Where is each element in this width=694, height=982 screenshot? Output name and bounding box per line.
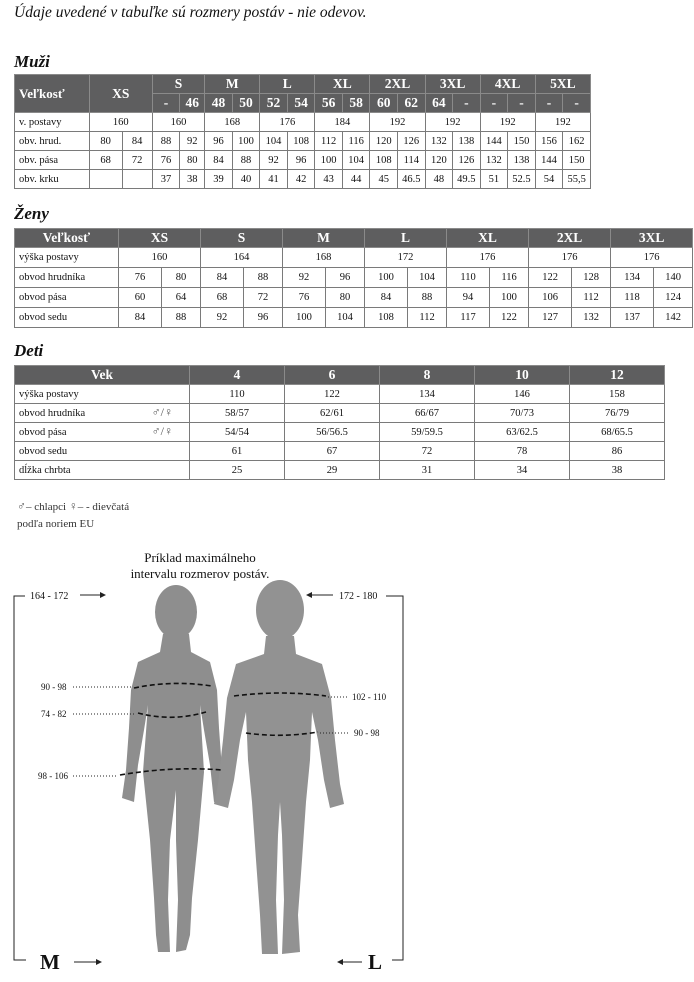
- men-size-header: 2XL: [370, 75, 425, 94]
- women-size-header: L: [365, 229, 447, 248]
- boy-icon: ♂: [151, 424, 161, 438]
- women-row-value: 122: [490, 308, 529, 328]
- men-row-value: 37: [152, 170, 180, 189]
- men-row-value: 100: [315, 151, 343, 170]
- women-height-value: 172: [365, 248, 447, 268]
- women-row-value: 76: [283, 288, 326, 308]
- men-size-number: 64: [425, 94, 453, 113]
- men-size-number: 60: [370, 94, 398, 113]
- m-bracket: [14, 596, 26, 960]
- women-row-value: 106: [529, 288, 572, 308]
- men-row-value: 76: [152, 151, 180, 170]
- table-row: [15, 308, 693, 328]
- women-row-value: 112: [408, 308, 447, 328]
- men-row-value: 100: [232, 132, 260, 151]
- kids-age-header: 8: [380, 366, 475, 385]
- gender-slash: /: [160, 424, 164, 438]
- men-size-number: 54: [287, 94, 315, 113]
- table-row: [15, 132, 591, 151]
- kids-row-value: 67: [285, 442, 380, 461]
- women-size-label: Veľkosť: [15, 229, 119, 248]
- women-row-value: 134: [611, 268, 654, 288]
- women-row-value: 108: [365, 308, 408, 328]
- men-row-value: 43: [315, 170, 343, 189]
- kids-row-label: obvod sedu: [19, 445, 68, 457]
- men-row-value: 162: [563, 132, 591, 151]
- figure-title-line2: intervalu rozmerov postáv.: [130, 566, 270, 581]
- kids-row-value: 146: [475, 385, 570, 404]
- men-row-value: 114: [397, 151, 425, 170]
- men-row-value: 96: [287, 151, 315, 170]
- women-row-value: 112: [572, 288, 611, 308]
- kids-row-label: obvod hrudníka: [19, 407, 86, 419]
- men-row-value: 144: [535, 151, 563, 170]
- women-row-value: 132: [572, 308, 611, 328]
- kids-age-header: 4: [190, 366, 285, 385]
- l-waist-range: 90 - 98: [354, 728, 380, 738]
- men-row-value: 112: [315, 132, 343, 151]
- men-row-value: 96: [205, 132, 233, 151]
- men-row-value: 80: [89, 132, 122, 151]
- men-size-header: XS: [89, 75, 152, 113]
- kids-row-value: 78: [475, 442, 570, 461]
- women-size-header: 2XL: [529, 229, 611, 248]
- m-hips-range: 98 - 106: [38, 771, 68, 781]
- men-row-value: 92: [180, 132, 205, 151]
- kids-age-header: 6: [285, 366, 380, 385]
- women-row-value: 116: [490, 268, 529, 288]
- women-size-header: S: [201, 229, 283, 248]
- men-row-value: 156: [535, 132, 563, 151]
- girl-icon: ♀: [164, 424, 173, 438]
- men-row-value: 38: [180, 170, 205, 189]
- women-height-value: 160: [119, 248, 201, 268]
- women-row-value: 60: [119, 288, 162, 308]
- men-row-value: 126: [397, 132, 425, 151]
- men-height-value: 160: [152, 113, 204, 132]
- men-row-value: 108: [370, 151, 398, 170]
- men-size-number: 50: [232, 94, 260, 113]
- men-row-value: 84: [122, 132, 152, 151]
- men-row-value: 68: [89, 151, 122, 170]
- m-waist-range: 74 - 82: [41, 709, 67, 719]
- kids-row-label-cell: [15, 385, 190, 404]
- women-row-value: 80: [326, 288, 365, 308]
- men-row-value: 41: [260, 170, 288, 189]
- men-row-value: 150: [563, 151, 591, 170]
- kids-age-header: 10: [475, 366, 570, 385]
- kids-row-value: 54/54: [190, 423, 285, 442]
- men-size-header: 5XL: [535, 75, 590, 94]
- kids-row-value: 68/65.5: [570, 423, 665, 442]
- men-height-row: [15, 113, 591, 132]
- women-row-value: 104: [326, 308, 365, 328]
- women-row-value: 80: [162, 268, 201, 288]
- women-row-value: 84: [201, 268, 244, 288]
- men-row-value: [122, 170, 152, 189]
- kids-row-value: 31: [380, 461, 475, 480]
- men-height-value: 192: [370, 113, 425, 132]
- men-row-value: 144: [480, 132, 508, 151]
- men-size-number: 56: [315, 94, 343, 113]
- men-row-value: 120: [425, 151, 453, 170]
- men-size-header: XL: [315, 75, 370, 94]
- men-row-label: obv. krku: [15, 170, 90, 189]
- legend-girls: – - dievčatá: [77, 501, 130, 513]
- girl-icon: ♀: [164, 405, 173, 419]
- kids-row-value: 134: [380, 385, 475, 404]
- women-row-value: 118: [611, 288, 654, 308]
- kids-row-value: 38: [570, 461, 665, 480]
- m-height-range: 164 - 172: [30, 591, 69, 602]
- women-height-label: výška postavy: [15, 248, 119, 268]
- kids-row-value: 70/73: [475, 404, 570, 423]
- men-row-value: 108: [287, 132, 315, 151]
- kids-age-label: Vek: [15, 366, 190, 385]
- women-row-value: 88: [408, 288, 447, 308]
- men-height-value: 176: [260, 113, 315, 132]
- l-label: L: [368, 950, 383, 974]
- women-height-row: [15, 248, 693, 268]
- women-row-value: 124: [654, 288, 693, 308]
- kids-size-table: [14, 365, 665, 480]
- women-size-header: XL: [447, 229, 529, 248]
- gender-slash: /: [160, 405, 164, 419]
- men-row-value: 104: [260, 132, 288, 151]
- men-row-value: 46.5: [397, 170, 425, 189]
- men-size-header: M: [205, 75, 260, 94]
- men-row-value: 84: [205, 151, 233, 170]
- men-row-value: 88: [152, 132, 180, 151]
- men-row-value: 116: [342, 132, 370, 151]
- kids-row-value: 25: [190, 461, 285, 480]
- men-row-value: 40: [232, 170, 260, 189]
- kids-header-row: [15, 366, 665, 385]
- men-size-number: 58: [342, 94, 370, 113]
- women-row-value: 128: [572, 268, 611, 288]
- women-row-value: 117: [447, 308, 490, 328]
- men-row-value: 55,5: [563, 170, 591, 189]
- men-row-value: 138: [508, 151, 536, 170]
- men-size-number: 46: [180, 94, 205, 113]
- women-row-value: 96: [244, 308, 283, 328]
- kids-row-value: 72: [380, 442, 475, 461]
- men-height-value: 192: [425, 113, 480, 132]
- men-size-header: 3XL: [425, 75, 480, 94]
- men-row-label: obv. pása: [15, 151, 90, 170]
- men-size-number: -: [508, 94, 536, 113]
- men-row-value: 126: [453, 151, 481, 170]
- women-row-value: 84: [119, 308, 162, 328]
- men-size-header: 4XL: [480, 75, 535, 94]
- table-row: [15, 442, 665, 461]
- gender-icons: [152, 424, 173, 439]
- kids-row-label: výška postavy: [19, 388, 79, 400]
- men-size-number: 62: [397, 94, 425, 113]
- women-size-header: M: [283, 229, 365, 248]
- girl-icon: ♀: [68, 499, 78, 513]
- table-row: [15, 423, 665, 442]
- men-row-value: 150: [508, 132, 536, 151]
- women-row-value: 64: [162, 288, 201, 308]
- women-row-label: obvod pása: [15, 288, 119, 308]
- kids-row-value: 86: [570, 442, 665, 461]
- women-row-value: 96: [326, 268, 365, 288]
- kids-section-title: Deti: [14, 341, 44, 360]
- l-chest-range: 102 - 110: [352, 692, 387, 702]
- men-size-number: -: [453, 94, 481, 113]
- m-label: M: [40, 950, 60, 974]
- women-row-label: obvod sedu: [15, 308, 119, 328]
- women-row-value: 92: [201, 308, 244, 328]
- women-height-value: 164: [201, 248, 283, 268]
- men-row-value: 72: [122, 151, 152, 170]
- intro-text: Údaje uvedené v tabuľke sú rozmery postáv - nie odevov.: [14, 4, 367, 21]
- men-row-value: 42: [287, 170, 315, 189]
- women-section-title: Ženy: [14, 204, 49, 223]
- kids-row-value: 29: [285, 461, 380, 480]
- men-section-title: Muži: [14, 52, 50, 71]
- kids-row-value: 122: [285, 385, 380, 404]
- kids-row-value: 63/62.5: [475, 423, 570, 442]
- women-row-label: obvod hrudníka: [15, 268, 119, 288]
- men-row-value: 48: [425, 170, 453, 189]
- men-row-value: 120: [370, 132, 398, 151]
- women-row-value: 104: [408, 268, 447, 288]
- kids-row-value: 59/59.5: [380, 423, 475, 442]
- women-row-value: 68: [201, 288, 244, 308]
- men-size-number: -: [535, 94, 563, 113]
- women-row-value: 122: [529, 268, 572, 288]
- men-row-value: 92: [260, 151, 288, 170]
- men-size-label: Veľkosť: [15, 75, 90, 113]
- men-row-value: 45: [370, 170, 398, 189]
- l-bracket: [386, 596, 403, 960]
- boy-icon: ♂: [17, 499, 26, 513]
- table-row: [15, 288, 693, 308]
- men-row-value: 80: [180, 151, 205, 170]
- kids-row-value: 158: [570, 385, 665, 404]
- table-row: [15, 461, 665, 480]
- kids-row-value: 34: [475, 461, 570, 480]
- men-size-header: L: [260, 75, 315, 94]
- kids-age-header: 12: [570, 366, 665, 385]
- kids-row-value: 62/61: [285, 404, 380, 423]
- legend-boys: – chlapci: [26, 501, 67, 513]
- women-row-value: 137: [611, 308, 654, 328]
- women-row-value: 140: [654, 268, 693, 288]
- men-row-value: 51: [480, 170, 508, 189]
- women-height-value: 176: [611, 248, 693, 268]
- table-row: [15, 151, 591, 170]
- men-height-value: 192: [480, 113, 535, 132]
- legend-note: podľa noriem EU: [17, 518, 95, 530]
- women-row-value: 88: [244, 268, 283, 288]
- l-height-arrowhead: [306, 592, 312, 598]
- m-chest-range: 90 - 98: [41, 682, 67, 692]
- kids-row-value: 110: [190, 385, 285, 404]
- men-row-value: 132: [425, 132, 453, 151]
- women-row-value: 100: [365, 268, 408, 288]
- kids-row-label-cell: [15, 442, 190, 461]
- women-size-header: XS: [119, 229, 201, 248]
- men-row-value: 132: [480, 151, 508, 170]
- women-height-value: 176: [447, 248, 529, 268]
- kids-row-label: dĺžka chrbta: [19, 464, 71, 476]
- men-size-table: [14, 74, 591, 189]
- women-row-value: 110: [447, 268, 490, 288]
- legend: [17, 498, 129, 533]
- women-header-row: [15, 229, 693, 248]
- men-size-number: 48: [205, 94, 233, 113]
- men-header-row: [15, 75, 591, 94]
- kids-row-value: 66/67: [380, 404, 475, 423]
- men-height-value: 168: [205, 113, 260, 132]
- men-row-value: [89, 170, 122, 189]
- l-height-range: 172 - 180: [339, 591, 378, 602]
- men-row-value: 54: [535, 170, 563, 189]
- body-measurement-figure: [0, 540, 694, 982]
- kids-row-label: obvod pása: [19, 426, 67, 438]
- figure-title-line1: Príklad maximálneho: [144, 550, 256, 565]
- men-row-value: 52.5: [508, 170, 536, 189]
- boy-icon: ♂: [151, 405, 161, 419]
- table-row: [15, 170, 591, 189]
- l-label-arrowhead: [337, 959, 343, 965]
- gender-icons: [152, 405, 173, 420]
- m-height-arrowhead: [100, 592, 106, 598]
- m-label-arrowhead: [96, 959, 102, 965]
- kids-row-value: 56/56.5: [285, 423, 380, 442]
- men-size-number: -: [563, 94, 591, 113]
- men-row-value: 88: [232, 151, 260, 170]
- kids-row-label-cell: [15, 461, 190, 480]
- men-row-value: 44: [342, 170, 370, 189]
- women-size-header: 3XL: [611, 229, 693, 248]
- men-height-value: 184: [315, 113, 370, 132]
- women-row-value: 84: [365, 288, 408, 308]
- women-row-value: 92: [283, 268, 326, 288]
- men-row-value: 49.5: [453, 170, 481, 189]
- women-row-value: 100: [490, 288, 529, 308]
- women-row-value: 94: [447, 288, 490, 308]
- men-row-value: 138: [453, 132, 481, 151]
- male-silhouette: [214, 580, 344, 954]
- table-row: [15, 268, 693, 288]
- kids-row-label-cell: [15, 423, 190, 442]
- men-row-value: 104: [342, 151, 370, 170]
- kids-row-value: 58/57: [190, 404, 285, 423]
- women-row-value: 100: [283, 308, 326, 328]
- women-height-value: 176: [529, 248, 611, 268]
- women-row-value: 142: [654, 308, 693, 328]
- men-height-value: 192: [535, 113, 590, 132]
- men-row-value: 39: [205, 170, 233, 189]
- men-size-header: S: [152, 75, 204, 94]
- men-height-value: 160: [89, 113, 152, 132]
- women-row-value: 72: [244, 288, 283, 308]
- men-size-number: -: [480, 94, 508, 113]
- women-row-value: 76: [119, 268, 162, 288]
- women-height-value: 168: [283, 248, 365, 268]
- women-row-value: 127: [529, 308, 572, 328]
- men-row-label: obv. hrud.: [15, 132, 90, 151]
- kids-row-label-cell: [15, 404, 190, 423]
- men-size-number: -: [152, 94, 180, 113]
- table-row: [15, 404, 665, 423]
- women-size-table: [14, 228, 693, 328]
- men-size-number: 52: [260, 94, 288, 113]
- women-row-value: 88: [162, 308, 201, 328]
- table-row: [15, 385, 665, 404]
- kids-row-value: 76/79: [570, 404, 665, 423]
- men-height-label: v. postavy: [15, 113, 90, 132]
- kids-row-value: 61: [190, 442, 285, 461]
